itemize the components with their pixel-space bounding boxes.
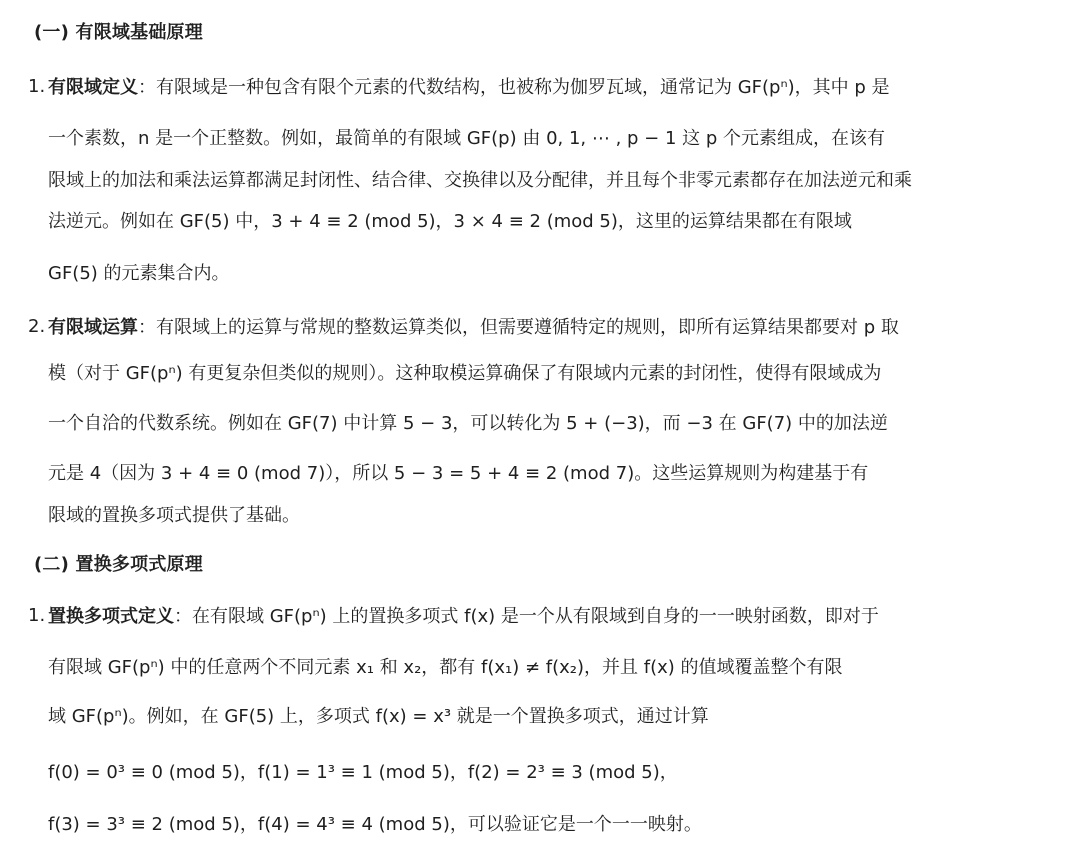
list-item-number: 1.: [28, 76, 46, 97]
term-label: 有限域定义: [48, 77, 138, 98]
list-item-number: 2.: [28, 316, 46, 337]
paragraph-line: 法逆元。例如在 GF(5) 中，3 + 4 ≡ 2 (mod 5)，3 × 4 ≡ 2 (mod 5)，这里的运算结果都在有限域: [48, 211, 852, 232]
paragraph-text: ：有限域上的运算与常规的整数运算类似，但需要遵循特定的规则，即所有运算结果都要对 p 取: [138, 317, 899, 338]
paragraph-line: 限域上的加法和乘法运算都满足封闭性、结合律、交换律以及分配律，并且每个非零元素都存在加法逆元和乘: [48, 170, 912, 191]
paragraph-line: f(0) = 0³ ≡ 0 (mod 5)，f(1) = 1³ ≡ 1 (mod 5)，f(2) = 2³ ≡ 3 (mod 5)，: [48, 762, 678, 783]
paragraph-text: ：有限域是一种包含有限个元素的代数结构，也被称为伽罗瓦域，通常记为 GF(pⁿ)，其中 p 是: [138, 77, 890, 98]
paragraph-line: 元是 4（因为 3 + 4 ≡ 0 (mod 7)），所以 5 − 3 = 5 + 4 ≡ 2 (mod 7)。这些运算规则为构建基于有: [48, 463, 869, 484]
paragraph-line: 域 GF(pⁿ)。例如，在 GF(5) 上，多项式 f(x) = x³ 就是一个置换多项式，通过计算: [48, 706, 709, 727]
paragraph-line: 一个素数，n 是一个正整数。例如，最简单的有限域 GF(p) 由 0, 1, ⋯ , p − 1 这 p 个元素组成，在该有: [48, 128, 886, 149]
paragraph-line: [48, 316, 899, 340]
section-heading-finite-field-basics: (一) 有限域基础原理: [34, 22, 203, 43]
paragraph-line: GF(5) 的元素集合内。: [48, 263, 230, 284]
term-label: 有限域运算: [48, 317, 138, 338]
paragraph-line: [48, 76, 890, 100]
term-label: 置换多项式定义: [48, 606, 174, 627]
paragraph-line: 一个自洽的代数系统。例如在 GF(7) 中计算 5 − 3，可以转化为 5 + (−3)，而 −3 在 GF(7) 中的加法逆: [48, 413, 888, 434]
paragraph-line: f(3) = 3³ ≡ 2 (mod 5)，f(4) = 4³ ≡ 4 (mod 5)，可以验证它是一个一一映射。: [48, 814, 702, 835]
paragraph-line: 限域的置换多项式提供了基础。: [48, 505, 300, 526]
section-heading-permutation-polynomial: (二) 置换多项式原理: [34, 554, 203, 575]
paragraph-line: 有限域 GF(pⁿ) 中的任意两个不同元素 x₁ 和 x₂，都有 f(x₁) ≠ f(x₂)，并且 f(x) 的值域覆盖整个有限: [48, 657, 843, 678]
list-item-number: 1.: [28, 605, 46, 626]
paragraph-line: 模（对于 GF(pⁿ) 有更复杂但类似的规则）。这种取模运算确保了有限域内元素的封闭性，使得有限域成为: [48, 363, 882, 384]
paragraph-text: ：在有限域 GF(pⁿ) 上的置换多项式 f(x) 是一个从有限域到自身的一一映射函数，即对于: [174, 606, 879, 627]
paragraph-line: [48, 605, 879, 629]
